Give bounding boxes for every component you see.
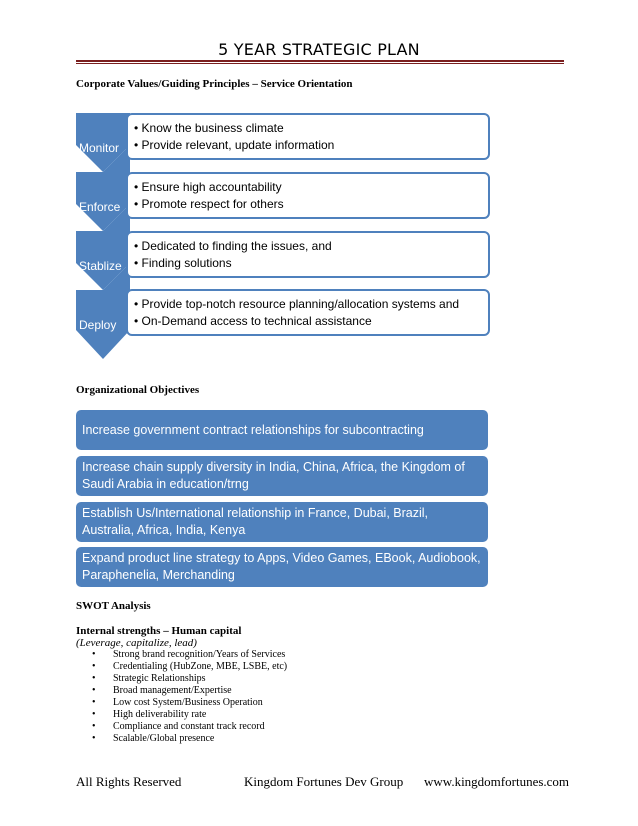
strengths-list (92, 649, 287, 745)
step-box-stablize (126, 231, 490, 278)
page-title: 5 YEAR STRATEGIC PLAN (218, 40, 420, 59)
list-item: • Scalable/Global presence (92, 733, 287, 745)
footer-rights: All Rights Reserved (76, 774, 182, 789)
step-box-deploy (126, 289, 490, 336)
objectives-heading: Organizational Objectives (76, 384, 200, 396)
step-label-enforce: Enforce (79, 200, 121, 214)
list-item: • Credentialing (HubZone, MBE, LSBE, etc) (92, 661, 287, 673)
step-bullet: • Provide relevant, update information (134, 137, 488, 154)
step-label-stablize: Stablize (79, 259, 122, 273)
objective-item: Increase government contract relationships for subcontracting (76, 410, 488, 450)
objective-item: Establish Us/International relationship in France, Dubai, Brazil, Australia, Africa, India, Kenya (76, 502, 488, 542)
footer-website: www.kingdomfortunes.com (424, 774, 570, 789)
list-item: • Compliance and constant track record (92, 721, 287, 733)
list-item: • Low cost System/Business Operation (92, 697, 287, 709)
step-label-monitor: Monitor (79, 141, 120, 155)
step-box-monitor (126, 113, 490, 160)
swot-heading: SWOT Analysis (76, 600, 151, 612)
swot-subnote: (Leverage, capitalize, lead) (76, 637, 197, 649)
objective-item: Expand product line strategy to Apps, Video Games, EBook, Audiobook, Paraphenelia, Merchanding (76, 547, 488, 587)
step-bullet: • Finding solutions (134, 255, 488, 272)
step-bullet: • Know the business climate (134, 120, 488, 137)
step-bullet: • On-Demand access to technical assistance (134, 313, 488, 330)
step-bullet: • Provide top-notch resource planning/allocation systems and (134, 296, 488, 313)
list-item: • High deliverability rate (92, 709, 287, 721)
swot-subheading: Internal strengths – Human capital (76, 625, 242, 637)
footer-company: Kingdom Fortunes Dev Group (244, 774, 404, 789)
list-item: • Strategic Relationships (92, 673, 287, 685)
step-label-deploy: Deploy (79, 318, 117, 332)
step-bullet: • Dedicated to finding the issues, and (134, 238, 488, 255)
values-heading: Corporate Values/Guiding Principles – Service Orientation (76, 78, 353, 90)
step-bullet: • Ensure high accountability (134, 179, 488, 196)
list-item: • Broad management/Expertise (92, 685, 287, 697)
step-box-enforce (126, 172, 490, 219)
objective-item: Increase chain supply diversity in India, China, Africa, the Kingdom of Saudi Arabia in education/trng (76, 456, 488, 496)
list-item: • Strong brand recognition/Years of Services (92, 649, 287, 661)
step-bullet: • Promote respect for others (134, 196, 488, 213)
